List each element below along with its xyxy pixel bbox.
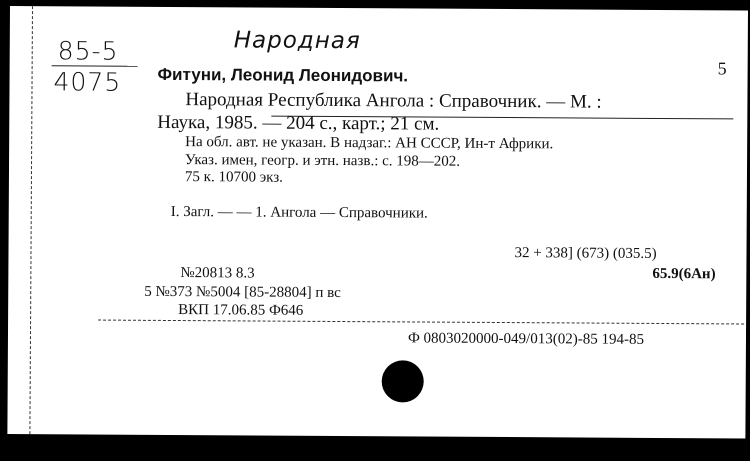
note-line-3: 75 к. 10700 экз.	[184, 169, 284, 186]
punch-hole	[382, 360, 424, 402]
author: Фитуни, Леонид Леонидович.	[157, 64, 409, 86]
registry-line-3: ВКП 17.06.85 Ф646	[178, 302, 304, 319]
catalog-card	[7, 6, 748, 439]
footer-code: Ф 0803020000-049/013(02)-85 194-85	[407, 330, 645, 348]
note-line-1: На обл. авт. не указан. В надзаг.: АН СССР, Ин-т Африки.	[185, 134, 554, 153]
bbk-index: 32 + 338] (673) (035.5)	[514, 245, 657, 262]
class-number: 85-5	[57, 36, 119, 66]
footer-rule	[98, 320, 744, 325]
registry-line-1: №20813 8.3	[180, 265, 255, 282]
registry-line-2: 5 №373 №5004 [85-28804] п вс	[144, 283, 341, 302]
card-number: 4075	[53, 67, 122, 97]
note-line-2: Указ. имен, геогр. и этн. назв.: с. 198—202.	[185, 152, 461, 170]
tracings: I. Загл. — — 1. Ангола — Справочники.	[170, 203, 428, 222]
card-index-number: 5	[717, 58, 727, 79]
udk-index: 65.9(6Ан)	[652, 265, 716, 283]
left-border	[29, 6, 33, 434]
title-line: Народная Республика Ангола : Справочник. — М. :	[185, 89, 602, 113]
imprint-line: Наука, 1985. — 204 с., карт.; 21 см.	[157, 111, 440, 135]
handwritten-note: Народная	[233, 27, 361, 55]
